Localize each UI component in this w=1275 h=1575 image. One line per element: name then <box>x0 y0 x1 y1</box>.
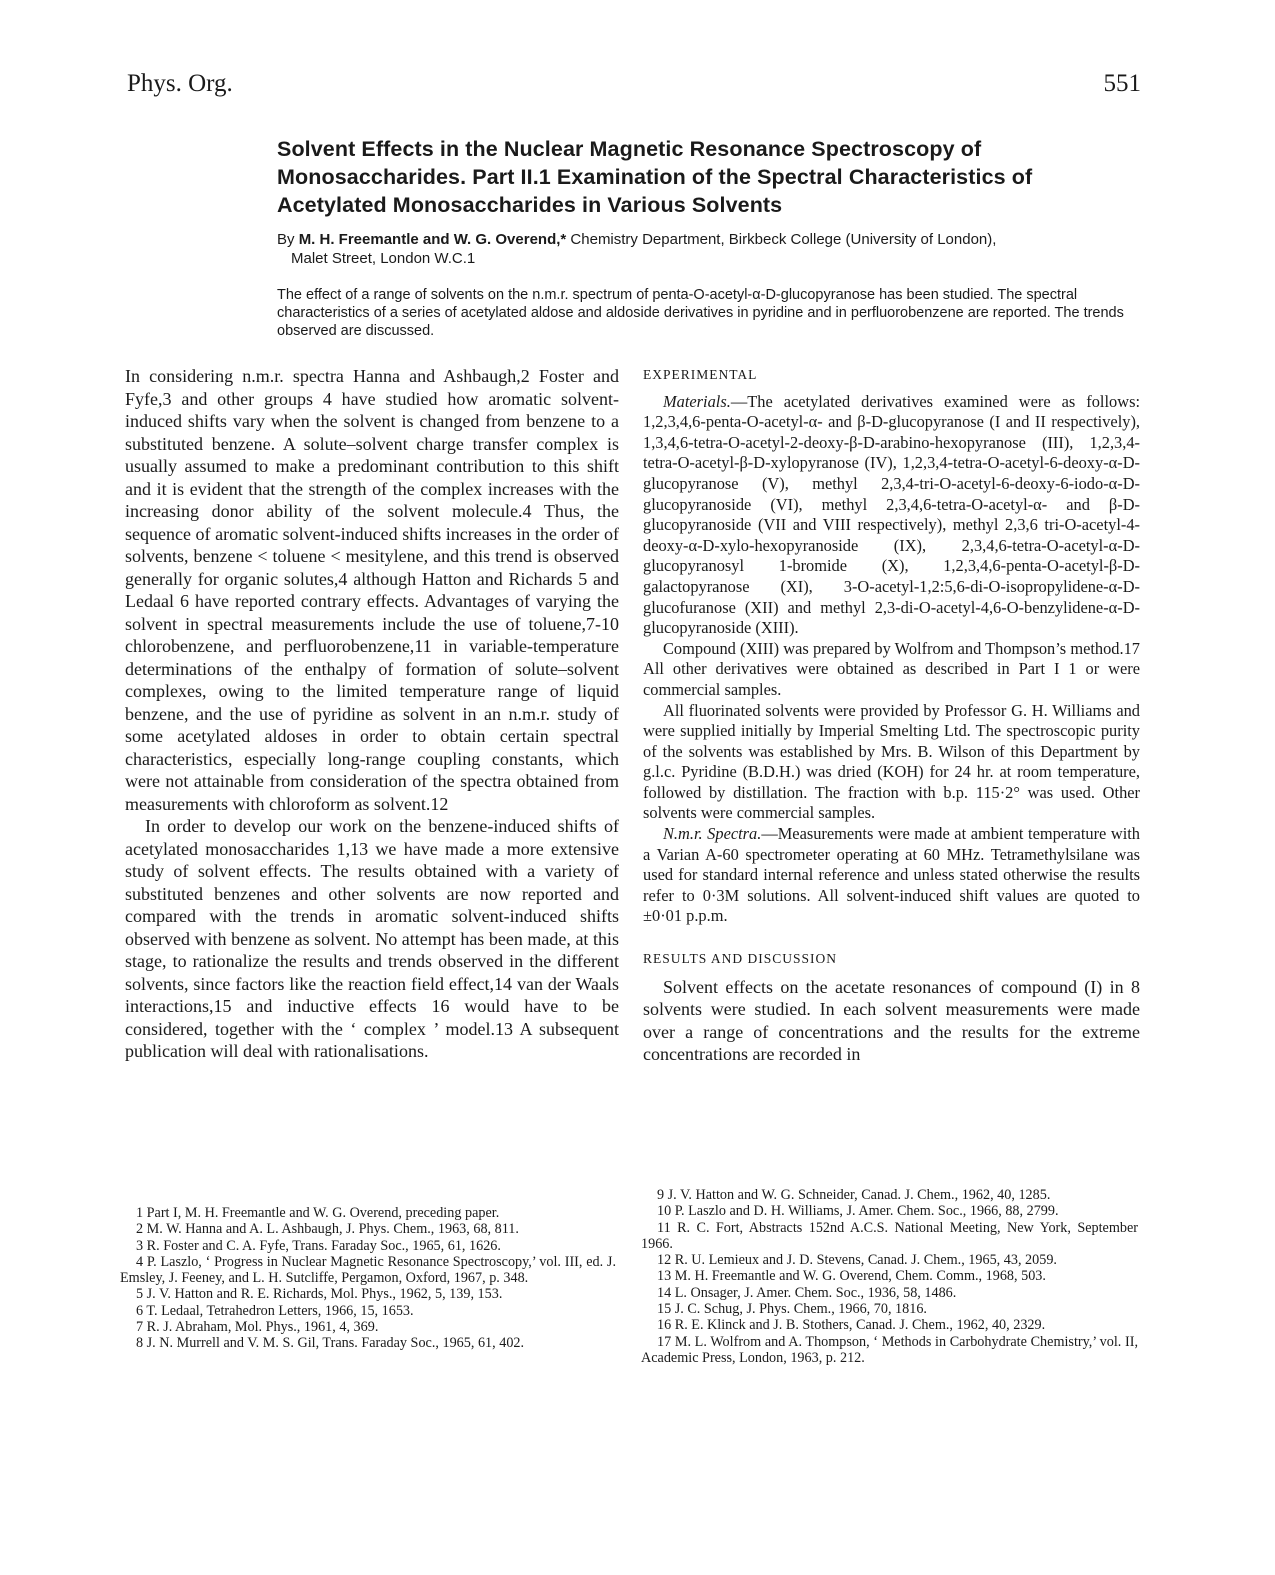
footnote: 2 M. W. Hanna and A. L. Ashbaugh, J. Phys. Chem., 1963, 68, 811. <box>136 1221 519 1238</box>
byline <box>277 230 1145 268</box>
footnote: 14 L. Onsager, J. Amer. Chem. Soc., 1936, 58, 1486. <box>657 1284 957 1301</box>
footnotes-left <box>120 1205 616 1352</box>
footnote: 1 Part I, M. H. Freemantle and W. G. Overend, preceding paper. <box>136 1205 500 1221</box>
affiliation-line1: Chemistry Department, Birkbeck College (University of London), <box>570 231 997 248</box>
nmr-text: —Measurements were made at ambient temperature with a Varian A-60 spectrometer operating at 60 MHz. Tetramethylsilane was used for standard internal reference and unless stated otherwise the results refer to 0·3M solutions. All solvent-induced shift values are quoted to ±0·01 p.p.m. <box>643 824 1140 926</box>
results-heading: RESULTS AND DISCUSSION <box>643 951 838 967</box>
footnote: 7 R. J. Abraham, Mol. Phys., 1961, 4, 369. <box>136 1319 379 1336</box>
journal-section: Phys. Org. <box>127 70 233 97</box>
footnote: 12 R. U. Lemieux and J. D. Stevens, Canad. J. Chem., 1965, 43, 2059. <box>657 1252 1057 1269</box>
authors: M. H. Freemantle and W. G. Overend,* <box>298 231 567 248</box>
footnote: 10 P. Laszlo and D. H. Williams, J. Amer. Chem. Soc., 1966, 88, 2799. <box>657 1203 1059 1220</box>
materials-label: Materials. <box>663 391 731 411</box>
footnote: 13 M. H. Freemantle and W. G. Overend, Chem. Comm., 1968, 503. <box>657 1268 1046 1285</box>
footnote: 11 R. C. Fort, Abstracts 152nd A.C.S. National Meeting, New York, September 1966. <box>641 1219 1138 1252</box>
footnote: 16 R. E. Klinck and J. B. Stothers, Canad. J. Chem., 1962, 40, 2329. <box>657 1317 1046 1334</box>
footnote: 17 M. L. Wolfrom and A. Thompson, ‘ Methods in Carbohydrate Chemistry,’ vol. II, Academic Press, London, 1963, p. 212. <box>641 1333 1138 1366</box>
nmr-paragraph <box>643 824 1140 927</box>
materials-text: —The acetylated derivatives examined were as follows: 1,2,3,4,6-penta-O-acetyl-α- and β-D-glucopyranose (I and II respectively), 1,3,4,6-tetra-O-acetyl-2-deoxy-β-D-arabino-hexopyranose (III), 1,2,3,4-tetra-O-acetyl-β-D-xylopyranose (IV), 1,2,3,4-tetra-O-acetyl-6-deoxy-α-D-glucopyranose (V), methyl 2,3,4-tri-O-acetyl-6-deoxy-6-iodo-α-D-glucopyranoside (VI), methyl 2,3,4,6-tetra-O-acetyl-α- and β-D-glucopyranoside (VII and VIII respectively), methyl 2,3,6 tri-O-acetyl-4-deoxy-α-D-xylo-hexopyranoside (IX), 2,3,4,6-tetra-O-acetyl-α-D-glucopyranosyl 1-bromide (X), 1,2,3,4,6-penta-O-acetyl-β-D-galactopyranose (XI), 3-O-acetyl-1,2:5,6-di-O-isopropylidene-α-D-glucofuranose (XII) and methyl 2,3-di-O-acetyl-4,6-O-benzylidene-α-D-glucopyranoside (XIII). <box>643 391 1140 638</box>
results-paragraph: Solvent effects on the acetate resonances of compound (I) in 8 solvents were studied. In each solvent measurements were made over a range of concentrations and the results for the extreme concentrations are recorded in <box>643 976 1140 1065</box>
article-title: Solvent Effects in the Nuclear Magnetic Resonance Spectroscopy of Monosaccharides. Part II.1 Examination of the Spectral Characteristics of Acetylated Monosaccharides in Various Solvents <box>277 137 1033 217</box>
footnote: 9 J. V. Hatton and W. G. Schneider, Canad. J. Chem., 1962, 40, 1285. <box>657 1187 1051 1203</box>
footnotes-right <box>641 1187 1138 1366</box>
second-paragraph: In order to develop our work on the benzene-induced shifts of acetylated monosaccharides 1,13 we have made a more extensive study of solvent effects. The results obtained with a variety of substituted benzenes and other solvents are now reported and compared with the trends in aromatic solvent-induced shifts observed with benzene as solvent. No attempt has been made, at this stage, to rationalize the results and trends observed in the different solvents, since factors like the reaction field effect,14 van der Waals interactions,15 and inductive effects 16 would have to be considered, together with the ‘ complex ’ model.13 A subsequent publication will deal with rationalisations. <box>125 816 619 1061</box>
abstract: The effect of a range of solvents on the n.m.r. spectrum of penta-O-acetyl-α-D-glucopyranose has been studied. The spectral characteristics of a series of acetylated aldose and aldoside derivatives in pyridine and in perfluorobenzene are reported. The trends observed are discussed. <box>277 287 1124 339</box>
nmr-label: N.m.r. Spectra. <box>663 824 762 844</box>
footnote: 15 J. C. Schug, J. Phys. Chem., 1966, 70, 1816. <box>657 1301 927 1318</box>
experimental-heading: EXPERIMENTAL <box>643 367 758 382</box>
compound-paragraph: Compound (XIII) was prepared by Wolfrom and Thompson’s method.17 All other derivatives were obtained as described in Part I 1 or were commercial samples. <box>643 638 1140 699</box>
footnote: 6 T. Ledaal, Tetrahedron Letters, 1966, 15, 1653. <box>136 1302 414 1319</box>
affiliation-line2: Malet Street, London W.C.1 <box>291 250 476 267</box>
right-column <box>643 365 1140 1066</box>
footnote: 4 P. Laszlo, ‘ Progress in Nuclear Magnetic Resonance Spectroscopy,’ vol. III, ed. J. Emsley, J. Feeney, and L. H. Sutcliffe, Pergamon, Oxford, 1967, p. 348. <box>120 1253 616 1287</box>
footnote: 3 R. Foster and C. A. Fyfe, Trans. Faraday Soc., 1965, 61, 1626. <box>136 1237 501 1254</box>
intro-paragraph: In considering n.m.r. spectra Hanna and Ashbaugh,2 Foster and Fyfe,3 and other groups 4 have studied how aromatic solvent-induced shifts vary when the solvent is changed from benzene to a substituted benzene. A solute–solvent charge transfer complex is usually assumed to make a predominant contribution to this shift and it is evident that the strength of the complex increases with the increasing donor ability of the solvent molecule.4 Thus, the sequence of aromatic solvent-induced shifts increases in the order of solvents, benzene < toluene < mesitylene, and this trend is observed generally for organic solutes,4 although Hatton and Richards 5 and Ledaal 6 have reported contrary effects. Advantages of varying the solvent in spectral measurements include the use of toluene,7-10 chlorobenzene, and perfluorobenzene,11 in variable-temperature determinations of the enthalpy of formation of solute–solvent complexes, owing to the limited temperature range of liquid benzene, and the use of pyridine as solvent in an n.m.r. study of some acetylated aldoses in order to obtain certain spectral characteristics, especially long-range coupling constants, which were not attainable from consideration of the spectra obtained from measurements with chloroform as solvent.12 <box>125 366 619 814</box>
footnote: 5 J. V. Hatton and R. E. Richards, Mol. Phys., 1962, 5, 139, 153. <box>136 1286 503 1303</box>
left-column <box>125 365 619 1063</box>
footnote: 8 J. N. Murrell and V. M. S. Gil, Trans. Faraday Soc., 1965, 61, 402. <box>136 1335 525 1352</box>
page-number: 551 <box>1103 70 1141 97</box>
byline-prefix: By <box>277 231 295 248</box>
materials-paragraph <box>643 392 1140 639</box>
fluorinated-paragraph: All fluorinated solvents were provided by Professor G. H. Williams and were supplied initially by Imperial Smelting Ltd. The spectroscopic purity of the solvents was established by Mrs. B. Wilson of this Department by g.l.c. Pyridine (B.D.H.) was dried (KOH) for 24 hr. at room temperature, followed by distillation. The fraction with b.p. 115·2° was used. Other solvents were commercial samples. <box>643 700 1140 823</box>
